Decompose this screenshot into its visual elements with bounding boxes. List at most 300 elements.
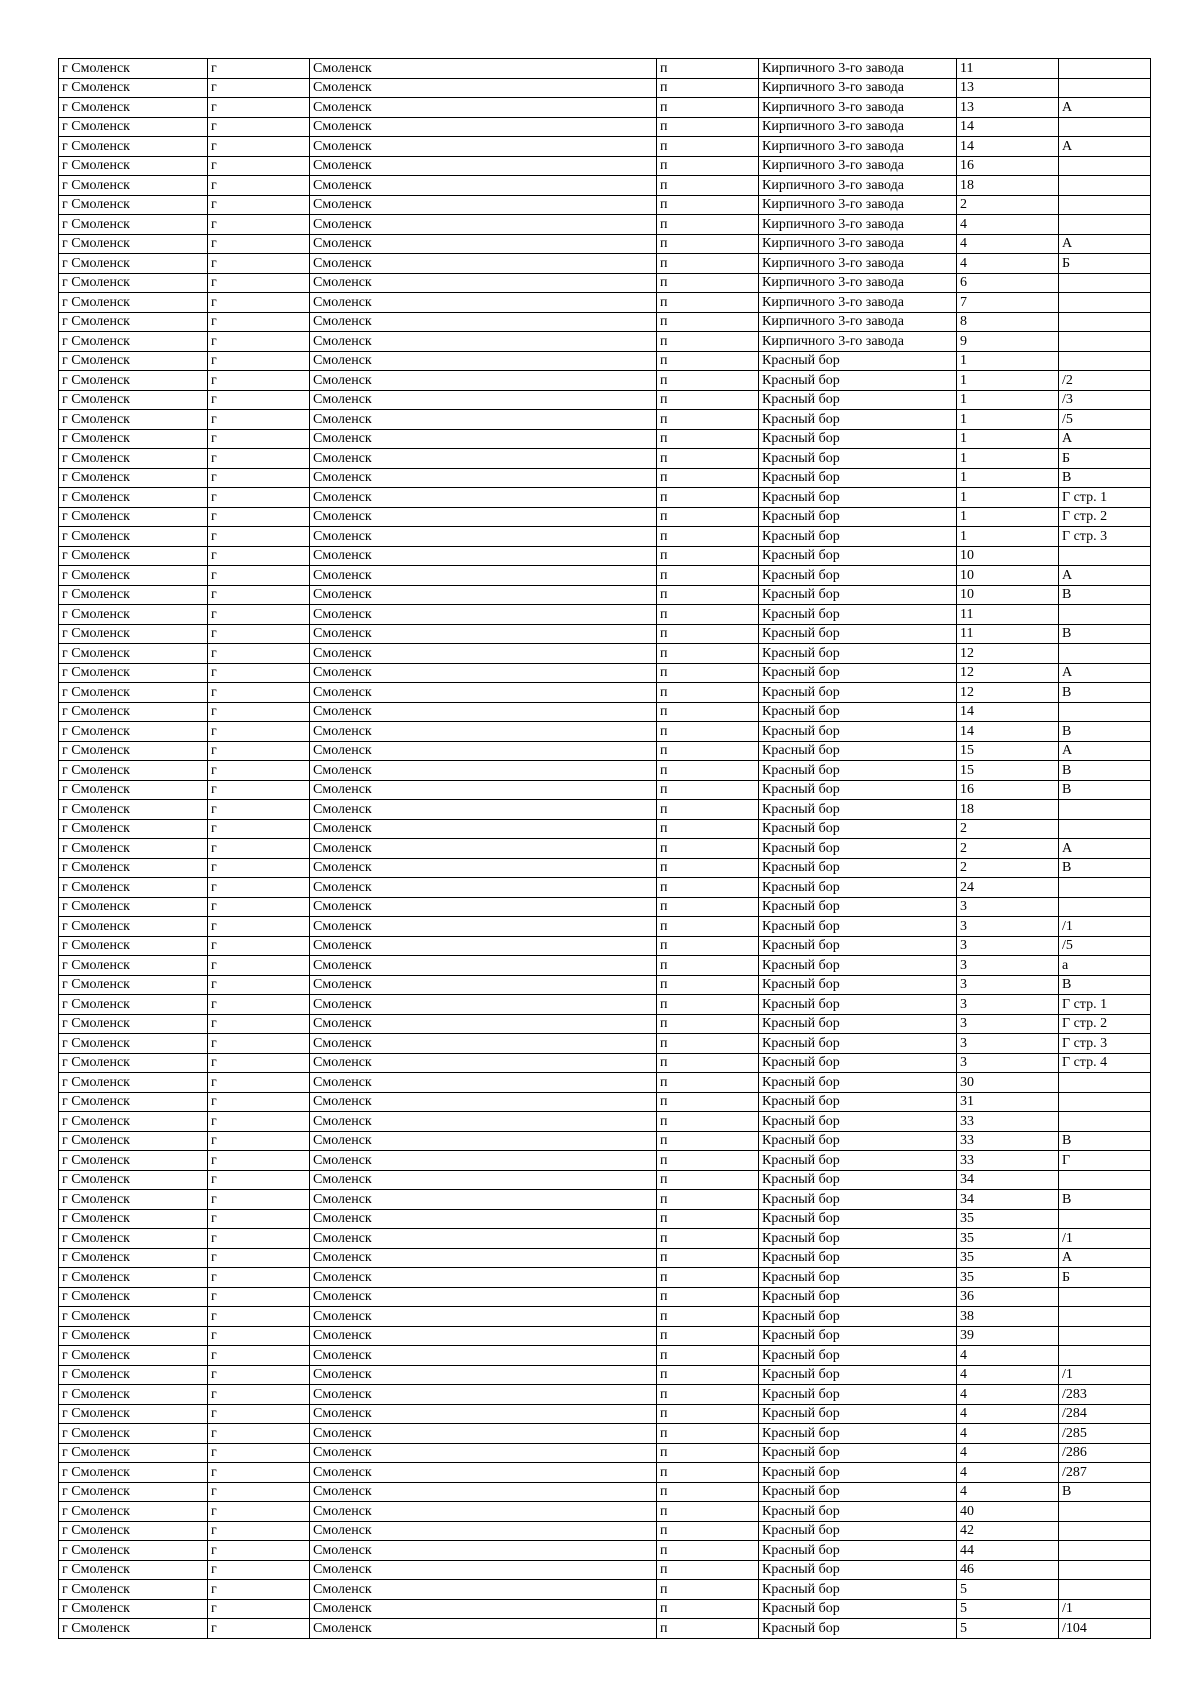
building-cell: /3 [1059,390,1151,410]
street-type-cell: п [657,741,759,761]
locality-cell: Смоленск [310,800,657,820]
region-cell: г Смоленск [59,1521,208,1541]
region-cell: г Смоленск [59,1502,208,1522]
table-row [59,1307,1151,1327]
locality-type-cell: г [208,1248,310,1268]
house-cell: 35 [957,1248,1059,1268]
region-cell: г Смоленск [59,605,208,625]
building-cell: А [1059,1248,1151,1268]
table-row [59,1521,1151,1541]
locality-cell: Смоленск [310,897,657,917]
region-cell: г Смоленск [59,936,208,956]
house-cell: 4 [957,1404,1059,1424]
table-row [59,78,1151,98]
region-cell: г Смоленск [59,429,208,449]
street-type-cell: п [657,293,759,313]
building-cell: а [1059,956,1151,976]
locality-type-cell: г [208,722,310,742]
house-cell: 1 [957,507,1059,527]
locality-type-cell: г [208,234,310,254]
locality-type-cell: г [208,1482,310,1502]
street-type-cell: п [657,1131,759,1151]
street-cell: Красный бор [759,1326,957,1346]
street-type-cell: п [657,566,759,586]
building-cell: /283 [1059,1385,1151,1405]
table-row [59,546,1151,566]
table-row [59,1190,1151,1210]
street-cell: Красный бор [759,1131,957,1151]
region-cell: г Смоленск [59,1619,208,1639]
locality-type-cell: г [208,156,310,176]
locality-cell: Смоленск [310,1365,657,1385]
table-row [59,585,1151,605]
street-type-cell: п [657,312,759,332]
locality-cell: Смоленск [310,488,657,508]
locality-cell: Смоленск [310,605,657,625]
building-cell [1059,1521,1151,1541]
street-type-cell: п [657,117,759,137]
locality-cell: Смоленск [310,156,657,176]
locality-cell: Смоленск [310,1599,657,1619]
locality-cell: Смоленск [310,1268,657,1288]
locality-type-cell: г [208,1034,310,1054]
street-cell: Красный бор [759,663,957,683]
table-row [59,293,1151,313]
house-cell: 14 [957,702,1059,722]
building-cell [1059,644,1151,664]
locality-cell: Смоленск [310,858,657,878]
house-cell: 4 [957,234,1059,254]
region-cell: г Смоленск [59,1346,208,1366]
table-row [59,702,1151,722]
street-type-cell: п [657,1424,759,1444]
locality-cell: Смоленск [310,1385,657,1405]
street-cell: Красный бор [759,702,957,722]
street-cell: Красный бор [759,975,957,995]
street-cell: Красный бор [759,429,957,449]
table-row [59,956,1151,976]
locality-cell: Смоленск [310,137,657,157]
street-type-cell: п [657,351,759,371]
table-row [59,488,1151,508]
table-row [59,605,1151,625]
street-cell: Красный бор [759,819,957,839]
region-cell: г Смоленск [59,1131,208,1151]
locality-type-cell: г [208,936,310,956]
locality-cell: Смоленск [310,390,657,410]
street-cell: Кирпичного 3-го завода [759,312,957,332]
table-row [59,351,1151,371]
house-cell: 36 [957,1287,1059,1307]
house-cell: 4 [957,1365,1059,1385]
region-cell: г Смоленск [59,839,208,859]
region-cell: г Смоленск [59,1307,208,1327]
locality-cell: Смоленск [310,936,657,956]
street-cell: Красный бор [759,1424,957,1444]
house-cell: 34 [957,1170,1059,1190]
house-cell: 35 [957,1209,1059,1229]
house-cell: 3 [957,956,1059,976]
building-cell: А [1059,429,1151,449]
house-cell: 15 [957,761,1059,781]
locality-type-cell: г [208,1268,310,1288]
locality-cell: Смоленск [310,1326,657,1346]
street-cell: Кирпичного 3-го завода [759,137,957,157]
region-cell: г Смоленск [59,819,208,839]
street-cell: Кирпичного 3-го завода [759,234,957,254]
house-cell: 3 [957,995,1059,1015]
building-cell [1059,332,1151,352]
locality-cell: Смоленск [310,1073,657,1093]
region-cell: г Смоленск [59,1560,208,1580]
locality-type-cell: г [208,995,310,1015]
street-type-cell: п [657,897,759,917]
street-type-cell: п [657,1482,759,1502]
locality-cell: Смоленск [310,644,657,664]
table-row [59,917,1151,937]
street-cell: Красный бор [759,1268,957,1288]
locality-cell: Смоленск [310,624,657,644]
street-cell: Красный бор [759,1482,957,1502]
street-type-cell: п [657,98,759,118]
building-cell [1059,1209,1151,1229]
house-cell: 30 [957,1073,1059,1093]
locality-type-cell: г [208,1541,310,1561]
house-cell: 1 [957,488,1059,508]
region-cell: г Смоленск [59,1034,208,1054]
region-cell: г Смоленск [59,468,208,488]
region-cell: г Смоленск [59,254,208,274]
house-cell: 16 [957,780,1059,800]
locality-type-cell: г [208,761,310,781]
locality-type-cell: г [208,371,310,391]
street-cell: Красный бор [759,1580,957,1600]
street-type-cell: п [657,702,759,722]
street-cell: Красный бор [759,605,957,625]
building-cell: В [1059,722,1151,742]
house-cell: 1 [957,410,1059,430]
locality-type-cell: г [208,410,310,430]
street-type-cell: п [657,1034,759,1054]
house-cell: 35 [957,1268,1059,1288]
house-cell: 16 [957,156,1059,176]
locality-cell: Смоленск [310,1170,657,1190]
building-cell [1059,1346,1151,1366]
locality-type-cell: г [208,1073,310,1093]
region-cell: г Смоленск [59,644,208,664]
locality-type-cell: г [208,98,310,118]
building-cell [1059,1541,1151,1561]
street-cell: Красный бор [759,1443,957,1463]
street-type-cell: п [657,254,759,274]
house-cell: 31 [957,1092,1059,1112]
locality-cell: Смоленск [310,995,657,1015]
house-cell: 34 [957,1190,1059,1210]
locality-cell: Смоленск [310,293,657,313]
building-cell [1059,1307,1151,1327]
locality-cell: Смоленск [310,351,657,371]
region-cell: г Смоленск [59,215,208,235]
locality-type-cell: г [208,1014,310,1034]
locality-cell: Смоленск [310,273,657,293]
street-type-cell: п [657,1229,759,1249]
building-cell [1059,1502,1151,1522]
locality-type-cell: г [208,897,310,917]
building-cell: /284 [1059,1404,1151,1424]
region-cell: г Смоленск [59,741,208,761]
locality-cell: Смоленск [310,917,657,937]
street-type-cell: п [657,761,759,781]
street-type-cell: п [657,176,759,196]
building-cell [1059,351,1151,371]
locality-type-cell: г [208,702,310,722]
locality-type-cell: г [208,488,310,508]
house-cell: 14 [957,722,1059,742]
street-type-cell: п [657,527,759,547]
street-type-cell: п [657,800,759,820]
locality-type-cell: г [208,176,310,196]
street-type-cell: п [657,156,759,176]
locality-type-cell: г [208,546,310,566]
street-type-cell: п [657,1443,759,1463]
building-cell: /286 [1059,1443,1151,1463]
table-row [59,780,1151,800]
house-cell: 46 [957,1560,1059,1580]
house-cell: 40 [957,1502,1059,1522]
building-cell: Г стр. 2 [1059,1014,1151,1034]
street-cell: Красный бор [759,1112,957,1132]
building-cell [1059,59,1151,79]
table-row [59,1424,1151,1444]
locality-type-cell: г [208,332,310,352]
street-cell: Красный бор [759,917,957,937]
table-row [59,1287,1151,1307]
region-cell: г Смоленск [59,1248,208,1268]
locality-cell: Смоленск [310,1034,657,1054]
region-cell: г Смоленск [59,1385,208,1405]
house-cell: 4 [957,215,1059,235]
table-row [59,819,1151,839]
building-cell: А [1059,234,1151,254]
house-cell: 24 [957,878,1059,898]
building-cell: Г стр. 2 [1059,507,1151,527]
locality-cell: Смоленск [310,585,657,605]
house-cell: 44 [957,1541,1059,1561]
house-cell: 10 [957,546,1059,566]
building-cell: Г стр. 1 [1059,995,1151,1015]
locality-type-cell: г [208,663,310,683]
building-cell: /104 [1059,1619,1151,1639]
building-cell [1059,215,1151,235]
house-cell: 42 [957,1521,1059,1541]
locality-cell: Смоленск [310,761,657,781]
region-cell: г Смоленск [59,1209,208,1229]
table-row [59,215,1151,235]
locality-type-cell: г [208,1151,310,1171]
region-cell: г Смоленск [59,1482,208,1502]
locality-cell: Смоленск [310,1053,657,1073]
region-cell: г Смоленск [59,1541,208,1561]
locality-type-cell: г [208,507,310,527]
region-cell: г Смоленск [59,683,208,703]
street-cell: Красный бор [759,1599,957,1619]
street-type-cell: п [657,722,759,742]
locality-cell: Смоленск [310,1424,657,1444]
street-cell: Красный бор [759,1385,957,1405]
locality-type-cell: г [208,273,310,293]
street-type-cell: п [657,975,759,995]
locality-cell: Смоленск [310,1541,657,1561]
house-cell: 13 [957,78,1059,98]
street-type-cell: п [657,1307,759,1327]
street-type-cell: п [657,1619,759,1639]
locality-cell: Смоленск [310,1190,657,1210]
building-cell: Б [1059,254,1151,274]
locality-cell: Смоленск [310,371,657,391]
street-type-cell: п [657,78,759,98]
house-cell: 33 [957,1131,1059,1151]
locality-cell: Смоленск [310,566,657,586]
locality-type-cell: г [208,1170,310,1190]
house-cell: 14 [957,117,1059,137]
region-cell: г Смоленск [59,897,208,917]
house-cell: 4 [957,1385,1059,1405]
house-cell: 1 [957,429,1059,449]
table-row [59,1599,1151,1619]
street-cell: Кирпичного 3-го завода [759,176,957,196]
locality-cell: Смоленск [310,878,657,898]
building-cell: Б [1059,449,1151,469]
house-cell: 5 [957,1599,1059,1619]
house-cell: 3 [957,1014,1059,1034]
locality-cell: Смоленск [310,741,657,761]
house-cell: 12 [957,644,1059,664]
street-cell: Красный бор [759,507,957,527]
region-cell: г Смоленск [59,449,208,469]
region-cell: г Смоленск [59,1424,208,1444]
table-row [59,878,1151,898]
street-type-cell: п [657,1151,759,1171]
street-cell: Красный бор [759,897,957,917]
house-cell: 4 [957,1463,1059,1483]
building-cell [1059,176,1151,196]
house-cell: 7 [957,293,1059,313]
locality-type-cell: г [208,1112,310,1132]
table-row [59,1151,1151,1171]
street-type-cell: п [657,644,759,664]
region-cell: г Смоленск [59,312,208,332]
region-cell: г Смоленск [59,722,208,742]
table-row [59,312,1151,332]
house-cell: 12 [957,663,1059,683]
table-row [59,390,1151,410]
locality-cell: Смоленск [310,819,657,839]
street-type-cell: п [657,585,759,605]
locality-cell: Смоленск [310,1482,657,1502]
region-cell: г Смоленск [59,995,208,1015]
locality-cell: Смоленск [310,1014,657,1034]
building-cell: /1 [1059,1365,1151,1385]
street-cell: Красный бор [759,1014,957,1034]
street-cell: Красный бор [759,624,957,644]
table-row [59,1209,1151,1229]
building-cell [1059,1112,1151,1132]
table-row [59,1112,1151,1132]
locality-cell: Смоленск [310,527,657,547]
building-cell [1059,1073,1151,1093]
street-cell: Красный бор [759,741,957,761]
building-cell: В [1059,585,1151,605]
table-row [59,1346,1151,1366]
house-cell: 3 [957,897,1059,917]
region-cell: г Смоленск [59,566,208,586]
region-cell: г Смоленск [59,351,208,371]
house-cell: 33 [957,1112,1059,1132]
street-type-cell: п [657,936,759,956]
locality-cell: Смоленск [310,234,657,254]
building-cell: А [1059,98,1151,118]
locality-cell: Смоленск [310,1502,657,1522]
table-row [59,117,1151,137]
building-cell: В [1059,1131,1151,1151]
locality-cell: Смоленск [310,1521,657,1541]
street-type-cell: п [657,1073,759,1093]
street-type-cell: п [657,780,759,800]
street-cell: Красный бор [759,995,957,1015]
locality-type-cell: г [208,449,310,469]
table-row [59,98,1151,118]
house-cell: 5 [957,1580,1059,1600]
table-row [59,507,1151,527]
locality-type-cell: г [208,683,310,703]
region-cell: г Смоленск [59,1112,208,1132]
table-row [59,936,1151,956]
house-cell: 14 [957,137,1059,157]
locality-cell: Смоленск [310,1307,657,1327]
house-cell: 5 [957,1619,1059,1639]
locality-type-cell: г [208,1287,310,1307]
street-type-cell: п [657,429,759,449]
street-cell: Кирпичного 3-го завода [759,332,957,352]
region-cell: г Смоленск [59,663,208,683]
building-cell: В [1059,624,1151,644]
locality-cell: Смоленск [310,1346,657,1366]
locality-cell: Смоленск [310,663,657,683]
street-cell: Красный бор [759,1307,957,1327]
locality-cell: Смоленск [310,1112,657,1132]
region-cell: г Смоленск [59,390,208,410]
region-cell: г Смоленск [59,1599,208,1619]
table-row [59,1073,1151,1093]
table-row [59,858,1151,878]
locality-type-cell: г [208,1404,310,1424]
building-cell [1059,156,1151,176]
building-cell [1059,1580,1151,1600]
street-cell: Красный бор [759,1073,957,1093]
locality-type-cell: г [208,1229,310,1249]
locality-cell: Смоленск [310,1560,657,1580]
table-row [59,1541,1151,1561]
building-cell: /1 [1059,1599,1151,1619]
house-cell: 10 [957,585,1059,605]
locality-cell: Смоленск [310,839,657,859]
building-cell [1059,878,1151,898]
street-cell: Красный бор [759,1541,957,1561]
street-cell: Красный бор [759,1209,957,1229]
street-cell: Кирпичного 3-го завода [759,215,957,235]
street-cell: Красный бор [759,546,957,566]
building-cell: /5 [1059,410,1151,430]
